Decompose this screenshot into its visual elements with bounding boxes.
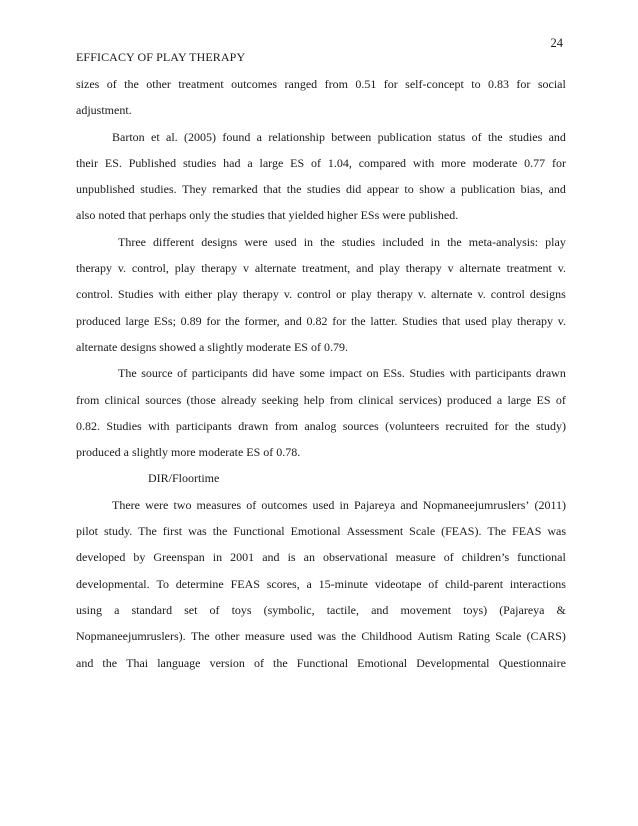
text-line: their ES. Published studies had a large ES of 1.04, compared with more moderate 0.77 for	[76, 155, 566, 170]
text-line: unpublished studies. They remarked that the studies did appear to show a publication bias, and	[76, 182, 566, 197]
text-line: alternate designs showed a slightly moderate ES of 0.79.	[76, 339, 348, 354]
text-line: pilot study. The first was the Functional Emotional Assessment Scale (FEAS). The FEAS was	[76, 524, 566, 539]
text-line: using a standard set of toys (symbolic, tactile, and movement toys) (Pajareya &	[76, 602, 566, 617]
text-line: developed by Greenspan in 2001 and is an observational measure of children’s functional	[76, 550, 566, 565]
text-line: The source of participants did have some impact on ESs. Studies with participants drawn	[118, 366, 566, 381]
text-line: 0.82. Studies with participants drawn from analog sources (volunteers recruited for the study)	[76, 418, 566, 433]
running-head: EFFICACY OF PLAY THERAPY	[76, 50, 246, 64]
text-line: produced large ESs; 0.89 for the former, and 0.82 for the latter. Studies that used play therapy v.	[76, 313, 566, 328]
text-line: and the Thai language version of the Functional Emotional Developmental Questionnaire	[76, 655, 566, 670]
page-number: 24	[550, 36, 563, 50]
text-line: Nopmaneejumruslers). The other measure used was the Childhood Autism Rating Scale (CARS)	[76, 629, 566, 644]
text-line: therapy v. control, play therapy v alternate treatment, and play therapy v alternate treatment v.	[76, 261, 566, 276]
section-heading: DIR/Floortime	[148, 471, 220, 486]
text-line: Three different designs were used in the studies included in the meta-analysis: play	[118, 234, 566, 249]
text-line: Barton et al. (2005) found a relationship between publication status of the studies and	[112, 129, 566, 144]
text-line: from clinical sources (those already seeking help from clinical services) produced a large ES of	[76, 392, 566, 407]
text-line: There were two measures of outcomes used in Pajareya and Nopmaneejumruslers’ (2011)	[112, 497, 566, 512]
body-text	[76, 71, 566, 676]
text-line: produced a slightly more moderate ES of 0.78.	[76, 445, 301, 460]
text-line: control. Studies with either play therapy v. control or play therapy v. alternate v. control designs	[76, 287, 566, 302]
text-line: sizes of the other treatment outcomes ranged from 0.51 for self-concept to 0.83 for social	[76, 77, 566, 91]
text-line: developmental. To determine FEAS scores, a 15-minute videotape of child-parent interactions	[76, 576, 566, 591]
text-line: adjustment.	[76, 103, 132, 118]
text-line: also noted that perhaps only the studies that yielded higher ESs were published.	[76, 208, 459, 223]
